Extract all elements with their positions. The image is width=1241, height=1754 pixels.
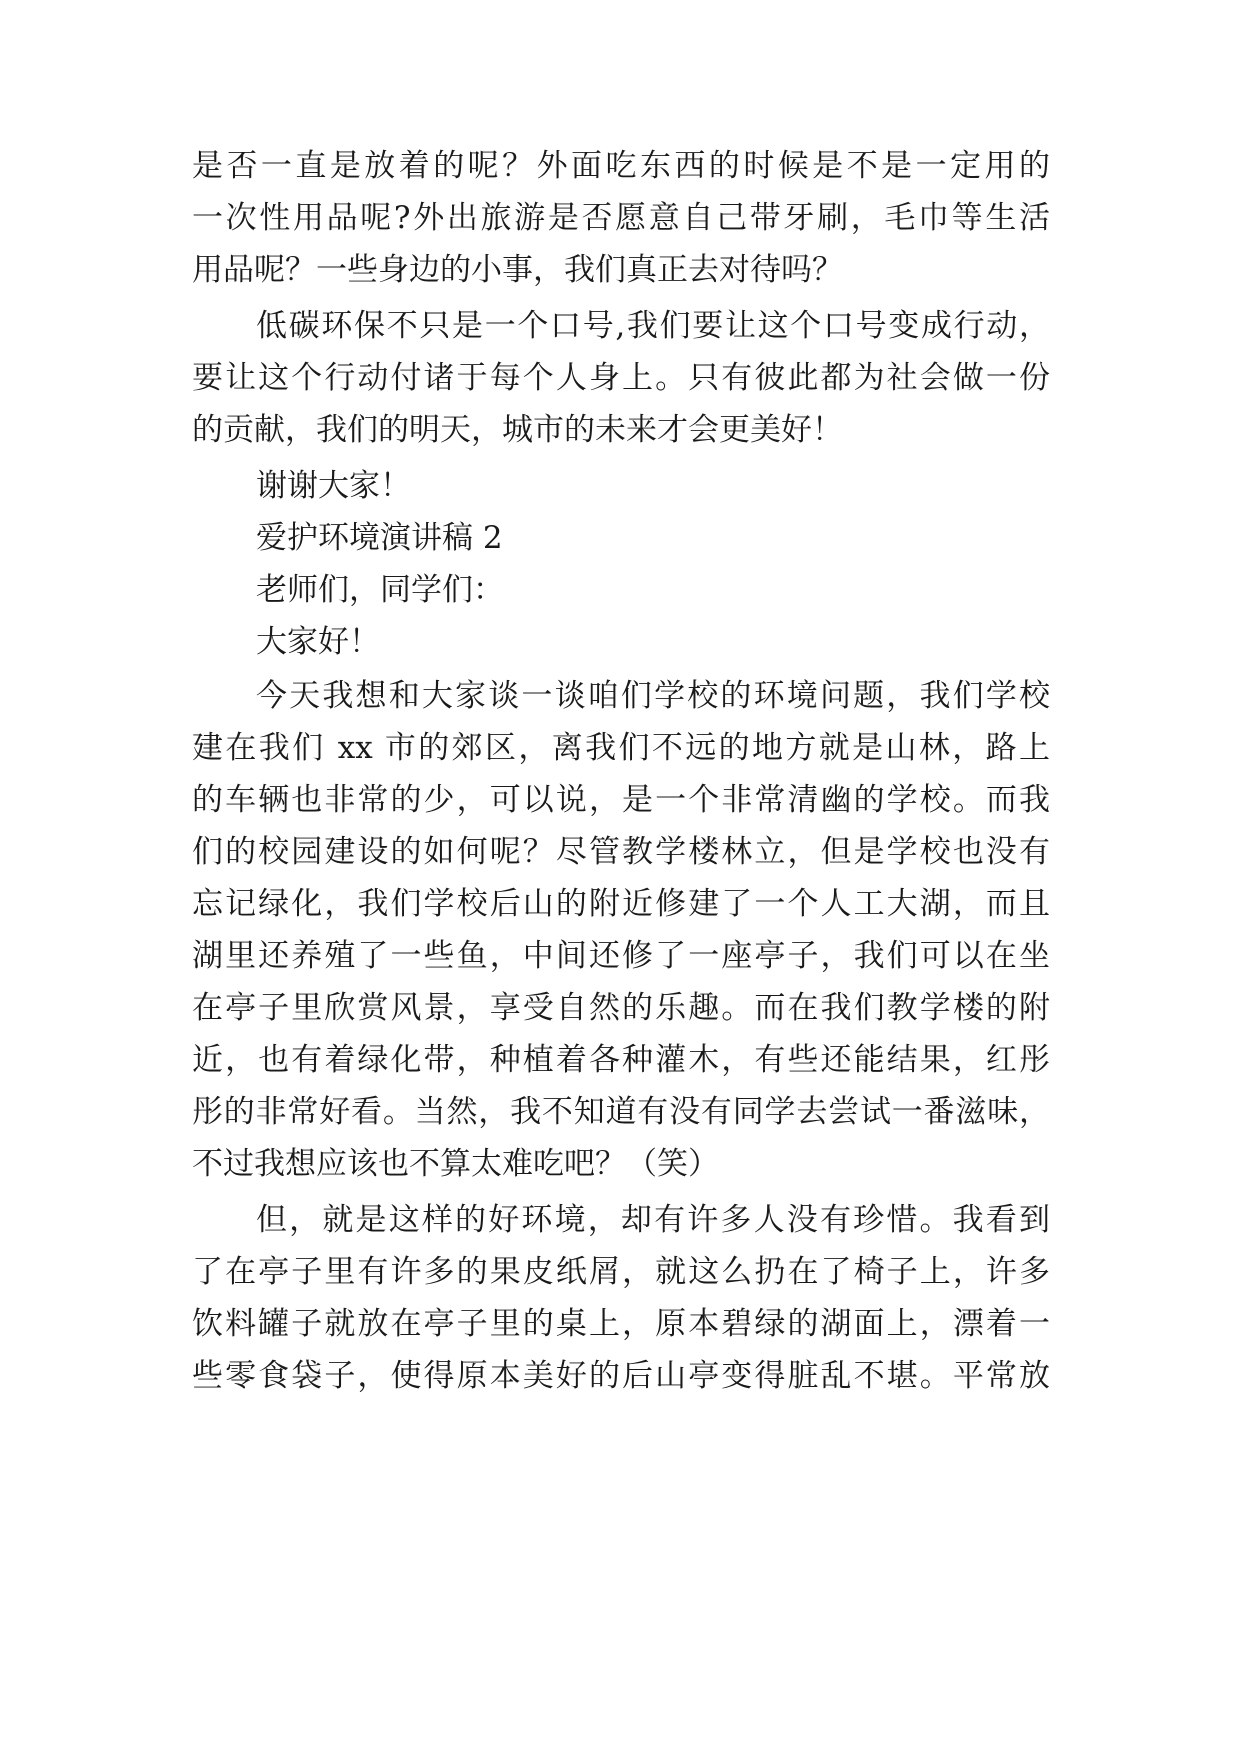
text-line: 些零食袋子，使得原本美好的后山亭变得脏乱不堪。平常放 bbox=[192, 1358, 1050, 1394]
text-line: 忘记绿化，我们学校后山的附近修建了一个人工大湖，而且 bbox=[192, 886, 1050, 922]
text-line: 是否一直是放着的呢？外面吃东西的时候是不是一定用的 bbox=[192, 148, 1050, 184]
paragraph-first-line: 低碳环保不只是一个口号,我们要让这个口号变成行动， bbox=[256, 308, 1050, 344]
text-line: 的贡献，我们的明天，城市的未来才会更美好！ bbox=[192, 412, 843, 448]
text-line: 不过我想应该也不算太难吃吧？（笑） bbox=[192, 1146, 719, 1182]
text-line: 饮料罐子就放在亭子里的桌上，原本碧绿的湖面上，漂着一 bbox=[192, 1306, 1050, 1342]
text-line: 要让这个行动付诸于每个人身上。只有彼此都为社会做一份 bbox=[192, 360, 1050, 396]
text-line: 的车辆也非常的少，可以说，是一个非常清幽的学校。而我 bbox=[192, 782, 1050, 818]
section-title: 爱护环境演讲稿 2 bbox=[256, 520, 503, 556]
text-line: 湖里还养殖了一些鱼，中间还修了一座亭子，我们可以在坐 bbox=[192, 938, 1050, 974]
text-line: 用品呢？一些身边的小事，我们真正去对待吗？ bbox=[192, 252, 843, 288]
text-line: 一次性用品呢?外出旅游是否愿意自己带牙刷，毛巾等生活 bbox=[192, 200, 1050, 236]
paragraph-first-line: 但，就是这样的好环境，却有许多人没有珍惜。我看到 bbox=[256, 1202, 1050, 1238]
greeting: 大家好！ bbox=[256, 624, 380, 660]
text-line: 们的校园建设的如何呢？尽管教学楼林立，但是学校也没有 bbox=[192, 834, 1050, 870]
text-line: 了在亭子里有许多的果皮纸屑，就这么扔在了椅子上，许多 bbox=[192, 1254, 1050, 1290]
text-line: 彤的非常好看。当然，我不知道有没有同学去尝试一番滋味， bbox=[192, 1094, 1050, 1130]
closing-line: 谢谢大家！ bbox=[256, 468, 411, 504]
text-line: 建在我们 xx 市的郊区，离我们不远的地方就是山林，路上 bbox=[192, 730, 1050, 766]
salutation: 老师们，同学们： bbox=[256, 572, 504, 608]
paragraph-first-line: 今天我想和大家谈一谈咱们学校的环境问题，我们学校 bbox=[256, 678, 1050, 714]
text-line: 在亭子里欣赏风景，享受自然的乐趣。而在我们教学楼的附 bbox=[192, 990, 1050, 1026]
text-line: 近，也有着绿化带，种植着各种灌木，有些还能结果，红彤 bbox=[192, 1042, 1050, 1078]
